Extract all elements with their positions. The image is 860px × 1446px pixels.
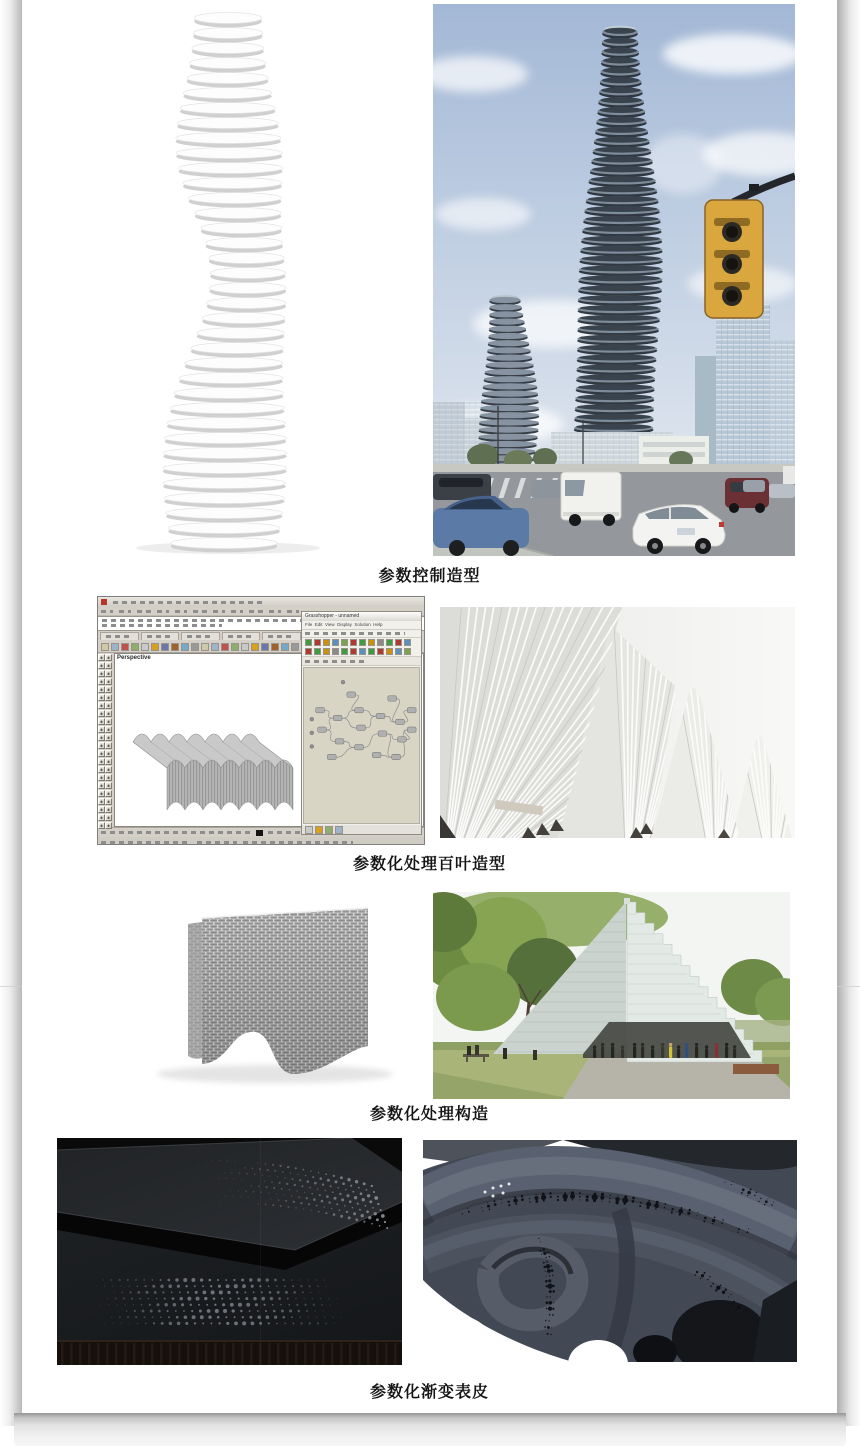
- grasshopper-zoom-bar: [302, 656, 421, 666]
- rhino-side-toolbar: [98, 653, 114, 827]
- front-wall: [202, 908, 368, 1074]
- grasshopper-icon-row: [302, 647, 421, 656]
- page-edge-shadow-right: [837, 0, 860, 1426]
- component-icon: [395, 648, 402, 655]
- grasshopper-window: [301, 611, 422, 835]
- status-icon: [315, 826, 323, 834]
- tool-button-icon: [98, 790, 105, 797]
- component-icon: [377, 639, 384, 646]
- tool-button-icon: [98, 726, 105, 733]
- component-icon: [386, 639, 393, 646]
- perforated-panel-render: [57, 1138, 402, 1365]
- toolbar-icon: [161, 643, 169, 651]
- planter-wall: [733, 1064, 779, 1074]
- tool-button-icon: [98, 750, 105, 757]
- tool-button-icon: [98, 686, 105, 693]
- tool-button-icon: [105, 694, 112, 701]
- toolbar-icon: [101, 643, 109, 651]
- status-icon: [305, 826, 313, 834]
- caption-section2: 参数化处理百叶造型: [352, 856, 506, 873]
- tool-button-icon: [105, 782, 112, 789]
- tool-button-icon: [98, 734, 105, 741]
- tool-button-icon: [105, 654, 112, 661]
- tool-button-icon: [105, 726, 112, 733]
- node-graph-canvas: [303, 667, 420, 824]
- rhino-app-icon: [101, 599, 107, 605]
- component-icon: [341, 648, 348, 655]
- tool-button-icon: [98, 678, 105, 685]
- viewport-label: Perspective: [117, 655, 151, 661]
- perforated-swirl-render: [423, 1140, 797, 1362]
- toolbar-icon: [131, 643, 139, 651]
- toolbar-icon: [291, 643, 299, 651]
- caption-section1: 参数控制造型: [378, 568, 481, 585]
- toolbar-icon: [141, 643, 149, 651]
- toolbar-icon: [211, 643, 219, 651]
- rear-wall-slice: [188, 922, 202, 1059]
- tool-button-icon: [98, 814, 105, 821]
- toolbar-icon: [221, 643, 229, 651]
- component-icon: [395, 639, 402, 646]
- component-icon: [323, 648, 330, 655]
- tool-button-icon: [98, 710, 105, 717]
- tool-button-icon: [98, 654, 105, 661]
- tool-button-icon: [105, 806, 112, 813]
- status-icon: [335, 826, 343, 834]
- component-icon: [350, 639, 357, 646]
- tool-button-icon: [98, 774, 105, 781]
- absolute-towers-photo: [433, 4, 795, 556]
- toolbar-icon: [171, 643, 179, 651]
- component-icon: [386, 648, 393, 655]
- tool-button-icon: [98, 742, 105, 749]
- tool-button-icon: [105, 774, 112, 781]
- page-seam-line: [0, 986, 22, 987]
- louver-facade-photo: [440, 607, 795, 838]
- component-icon: [368, 639, 375, 646]
- tool-button-icon: [105, 742, 112, 749]
- tool-button-icon: [105, 670, 112, 677]
- component-icon: [359, 639, 366, 646]
- toolbar-icon: [121, 643, 129, 651]
- toolbar-icon: [191, 643, 199, 651]
- image-seam: [260, 1138, 261, 1365]
- serpentine-pavilion-photo: [433, 892, 790, 1099]
- tool-button-icon: [105, 790, 112, 797]
- component-icon: [404, 648, 411, 655]
- page-bottom-shadow: [14, 1413, 846, 1446]
- block-wall-model-render: [110, 898, 430, 1088]
- tool-button-icon: [98, 758, 105, 765]
- tool-button-icon: [98, 718, 105, 725]
- component-icon: [404, 639, 411, 646]
- toolbar-icon: [181, 643, 189, 651]
- tool-button-icon: [98, 798, 105, 805]
- tower-floor-plates: [163, 13, 287, 553]
- component-icon: [368, 648, 375, 655]
- component-icon: [350, 648, 357, 655]
- grasshopper-menubar: File Edit View Display Solution Help: [302, 621, 421, 630]
- tool-button-icon: [105, 822, 112, 829]
- tool-button-icon: [98, 806, 105, 813]
- component-icon: [323, 639, 330, 646]
- tool-button-icon: [98, 702, 105, 709]
- tool-button-icon: [105, 702, 112, 709]
- toolbar-icon: [261, 643, 269, 651]
- rhino-statusbar-2: [98, 837, 424, 845]
- tool-button-icon: [105, 686, 112, 693]
- tool-button-icon: [105, 718, 112, 725]
- twisted-tower-model-render: [60, 4, 420, 556]
- caption-section4: 参数化渐变表皮: [369, 1384, 489, 1401]
- component-icon: [305, 639, 312, 646]
- rhino-titlebar: [98, 597, 424, 607]
- tool-button-icon: [105, 814, 112, 821]
- tool-button-icon: [105, 710, 112, 717]
- tool-button-icon: [105, 766, 112, 773]
- design-sheet: [22, 0, 837, 1413]
- tool-button-icon: [98, 662, 105, 669]
- component-icon: [305, 648, 312, 655]
- white-van: [561, 472, 621, 526]
- status-icon: [325, 826, 333, 834]
- component-icon: [314, 648, 321, 655]
- component-icon: [341, 639, 348, 646]
- tool-button-icon: [98, 782, 105, 789]
- page-edge-shadow-left: [0, 0, 22, 1426]
- toolbar-icon: [231, 643, 239, 651]
- corrugated-surface-model: [115, 680, 307, 827]
- tool-button-icon: [105, 662, 112, 669]
- page-seam-line: [837, 986, 860, 987]
- toolbar-icon: [201, 643, 209, 651]
- model-shadow: [157, 1065, 393, 1083]
- component-icon: [332, 648, 339, 655]
- component-icon: [377, 648, 384, 655]
- toolbar-icon: [111, 643, 119, 651]
- tool-button-icon: [98, 822, 105, 829]
- tool-button-icon: [98, 766, 105, 773]
- base-strip-edge: [57, 1340, 402, 1342]
- grasshopper-component-tabs: [302, 630, 421, 638]
- tool-button-icon: [105, 678, 112, 685]
- tool-button-icon: [98, 694, 105, 701]
- toolbar-icon: [271, 643, 279, 651]
- grasshopper-statusbar: [302, 825, 421, 834]
- toolbar-icon: [151, 643, 159, 651]
- grasshopper-titlebar: Grasshopper - unnamed: [302, 612, 421, 621]
- toolbar-icon: [281, 643, 289, 651]
- toolbar-icon: [241, 643, 249, 651]
- component-icon: [314, 639, 321, 646]
- component-icon: [359, 648, 366, 655]
- component-icon: [332, 639, 339, 646]
- toolbar-icon: [251, 643, 259, 651]
- rhino-grasshopper-screenshot: [97, 596, 425, 845]
- layer-color-swatch: [256, 830, 263, 836]
- tool-button-icon: [105, 798, 112, 805]
- tool-button-icon: [105, 758, 112, 765]
- caption-section3: 参数化处理构造: [369, 1106, 489, 1123]
- tool-button-icon: [98, 670, 105, 677]
- tool-button-icon: [105, 734, 112, 741]
- grasshopper-icon-row: [302, 638, 421, 647]
- tool-button-icon: [105, 750, 112, 757]
